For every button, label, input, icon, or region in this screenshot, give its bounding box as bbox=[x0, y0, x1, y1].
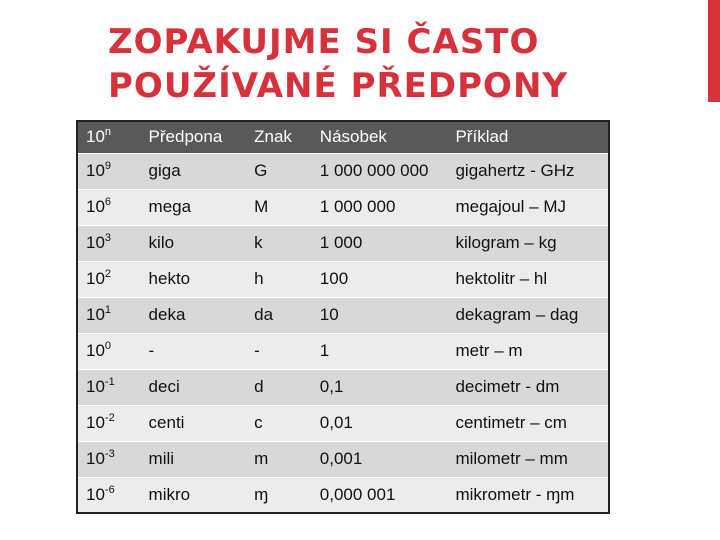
cell-prefix: mega bbox=[148, 197, 192, 216]
table-body bbox=[77, 153, 609, 513]
table-header-row bbox=[77, 121, 609, 153]
cell-multiple: 0,001 bbox=[319, 449, 363, 468]
cell-example: milometr – mm bbox=[455, 449, 568, 468]
header-symbol: Znak bbox=[254, 127, 292, 147]
table-row bbox=[77, 477, 609, 513]
cell-example: hektolitr – hl bbox=[455, 269, 548, 288]
table-row bbox=[77, 441, 609, 477]
cell-example: gigahertz - GHz bbox=[455, 161, 575, 180]
table-row bbox=[77, 189, 609, 225]
table-row bbox=[77, 333, 609, 369]
cell-prefix: giga bbox=[148, 161, 181, 180]
cell-power: $10^{-1}$ bbox=[86, 376, 115, 396]
cell-symbol: da bbox=[254, 305, 274, 324]
cell-prefix: deci bbox=[148, 377, 180, 396]
cell-power: $10^{-2}$ bbox=[86, 412, 115, 432]
cell-power: $10^0$ bbox=[86, 340, 112, 360]
cell-power: $10^3$ bbox=[86, 232, 112, 252]
cell-multiple: 10 bbox=[319, 305, 339, 324]
table-row bbox=[77, 153, 609, 189]
cell-power: $10^1$ bbox=[86, 304, 112, 324]
slide-title-line-1: ZOPAKUJME SI ČASTO bbox=[108, 22, 540, 62]
cell-example: centimetr – cm bbox=[455, 413, 567, 432]
cell-multiple: 1 000 bbox=[319, 233, 363, 252]
cell-power: $10^2$ bbox=[86, 268, 112, 288]
cell-prefix: mikro bbox=[148, 484, 191, 504]
header-prefix: Předpona bbox=[148, 127, 223, 147]
cell-example: metr – m bbox=[455, 341, 523, 360]
cell-symbol: ɱ bbox=[254, 484, 269, 504]
header-power: 10$^n$ bbox=[86, 126, 112, 147]
accent-bar bbox=[708, 0, 720, 102]
table-row bbox=[77, 225, 609, 261]
cell-symbol: h bbox=[254, 269, 264, 288]
table-row bbox=[77, 369, 609, 405]
cell-symbol: G bbox=[254, 161, 268, 180]
slide-title-line-2: POUŽÍVANÉ PŘEDPONY bbox=[108, 66, 569, 106]
cell-multiple: 1 bbox=[319, 341, 330, 360]
cell-example: decimetr - dm bbox=[455, 377, 560, 396]
cell-power: $10^9$ bbox=[86, 160, 112, 180]
table-row bbox=[77, 405, 609, 441]
cell-multiple: 1 000 000 000 bbox=[319, 161, 429, 180]
cell-prefix: hekto bbox=[148, 269, 191, 288]
cell-symbol: M bbox=[254, 197, 269, 216]
cell-symbol: c bbox=[254, 413, 263, 432]
cell-symbol: k bbox=[254, 233, 263, 252]
cell-prefix: centi bbox=[148, 413, 185, 432]
cell-example: megajoul – MJ bbox=[455, 197, 567, 216]
cell-power: $10^{-6}$ bbox=[86, 483, 115, 504]
table-row bbox=[77, 297, 609, 333]
cell-prefix: mili bbox=[148, 449, 175, 468]
cell-multiple: 100 bbox=[319, 269, 349, 288]
cell-symbol: d bbox=[254, 377, 264, 396]
cell-example: kilogram – kg bbox=[455, 233, 557, 252]
cell-multiple: 0,01 bbox=[319, 413, 353, 432]
cell-multiple: 0,000 001 bbox=[319, 484, 396, 504]
cell-multiple: 1 000 000 bbox=[319, 197, 396, 216]
cell-example: mikrometr - ɱm bbox=[455, 484, 575, 504]
cell-multiple: 0,1 bbox=[319, 377, 344, 396]
cell-prefix: deka bbox=[148, 305, 186, 324]
header-example: Příklad bbox=[455, 127, 509, 147]
cell-prefix: - bbox=[148, 341, 155, 360]
cell-symbol: m bbox=[254, 449, 269, 468]
table-row bbox=[77, 261, 609, 297]
cell-prefix: kilo bbox=[148, 233, 175, 252]
cell-symbol: - bbox=[254, 341, 260, 360]
cell-power: $10^{-3}$ bbox=[86, 448, 115, 468]
slide-title bbox=[108, 20, 568, 108]
cell-power: $10^6$ bbox=[86, 196, 112, 216]
cell-example: dekagram – dag bbox=[455, 305, 579, 324]
prefix-table bbox=[76, 120, 610, 514]
header-multiple: Násobek bbox=[319, 127, 387, 147]
